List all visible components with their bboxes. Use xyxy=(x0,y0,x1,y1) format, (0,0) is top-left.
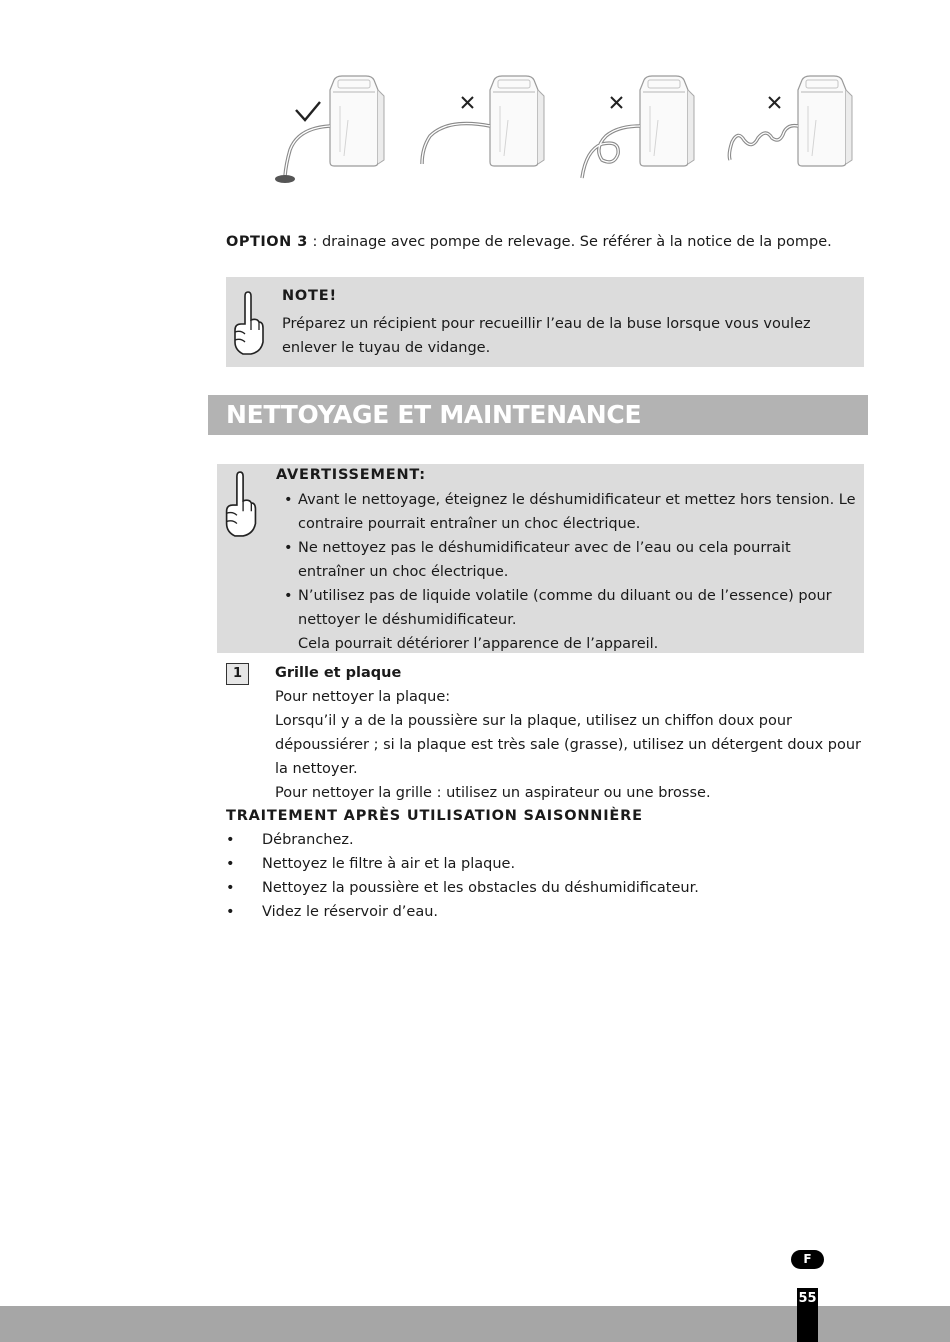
grille-line3: Pour nettoyer la grille : utilisez un aspirateur ou une brosse. xyxy=(275,785,711,801)
warning-title: AVERTISSEMENT: xyxy=(276,467,426,483)
cross-mark-icon xyxy=(769,97,780,108)
warning-item: • Avant le nettoyage, éteignez le déshumidificateur et mettez hors tension. Le contraire pourrait entraîner un choc électrique. xyxy=(284,488,860,536)
grille-title: Grille et plaque xyxy=(275,665,402,681)
warning-extra-text: Cela pourrait détériorer l’apparence de l’appareil. xyxy=(298,636,659,652)
note-title: NOTE! xyxy=(282,288,337,304)
dehumidifier-icon xyxy=(640,76,694,166)
pointing-hand-icon xyxy=(231,290,265,360)
incorrect-drain-scene-3 xyxy=(729,76,852,166)
list-item: • Videz le réservoir d’eau. xyxy=(226,900,866,924)
drain-hose-icon xyxy=(729,126,798,160)
bullet: • xyxy=(284,492,293,508)
language-badge: F xyxy=(791,1250,824,1269)
incorrect-drain-scene-2 xyxy=(582,76,694,178)
bullet: • xyxy=(226,832,235,848)
warning-list xyxy=(284,488,860,656)
drain-hose-icon xyxy=(422,124,490,164)
pointing-hand-icon xyxy=(222,470,258,542)
bullet: • xyxy=(226,856,235,872)
bullet: • xyxy=(226,880,235,896)
bullet: • xyxy=(284,588,293,604)
warning-item: • Ne nettoyez pas le déshumidificateur avec de l’eau ou cela pourrait entraîner un choc électrique. xyxy=(284,536,860,584)
bullet: • xyxy=(226,904,235,920)
page-number: 55 xyxy=(798,1291,817,1306)
step-number: 1 xyxy=(226,663,249,685)
list-item: • Débranchez. xyxy=(226,828,866,852)
drain-hose-illustration xyxy=(268,68,868,190)
incorrect-drain-scene-1 xyxy=(422,76,544,166)
option3-text: : drainage avec pompe de relevage. Se référer à la notice de la pompe. xyxy=(307,234,832,250)
note-text: Préparez un récipient pour recueillir l’eau de la buse lorsque vous voulez enlever le tuyau de vidange. xyxy=(282,316,811,356)
option3-label: OPTION 3 xyxy=(226,234,308,250)
bullet: • xyxy=(284,540,293,556)
treatment-title: TRAITEMENT APRÈS UTILISATION SAISONNIÈRE xyxy=(226,808,643,824)
section-title: NETTOYAGE ET MAINTENANCE xyxy=(226,400,642,429)
correct-drain-scene xyxy=(275,76,384,183)
check-mark-icon xyxy=(296,102,320,120)
option3-line xyxy=(226,232,866,252)
list-item: • Nettoyez la poussière et les obstacles du déshumidificateur. xyxy=(226,876,866,900)
warning-item: • N’utilisez pas de liquide volatile (comme du diluant ou de l’essence) pour nettoyer le déshumidificateur. xyxy=(284,584,860,632)
treatment-list xyxy=(226,828,866,924)
cross-mark-icon xyxy=(462,97,473,108)
dehumidifier-icon xyxy=(330,76,384,166)
floor-drain-icon xyxy=(275,175,295,183)
list-item: • Nettoyez le filtre à air et la plaque. xyxy=(226,852,866,876)
grille-section xyxy=(275,661,875,805)
drain-hose-icon xyxy=(285,126,330,176)
cross-mark-icon xyxy=(611,97,622,108)
grille-line2: Lorsqu’il y a de la poussière sur la plaque, utilisez un chiffon doux pour dépoussiérer ; si la plaque est très sale (grasse), utilisez un détergent doux pour la nettoyer. xyxy=(275,713,862,777)
dehumidifier-icon xyxy=(490,76,544,166)
grille-line1: Pour nettoyer la plaque: xyxy=(275,689,451,705)
dehumidifier-icon xyxy=(798,76,852,166)
